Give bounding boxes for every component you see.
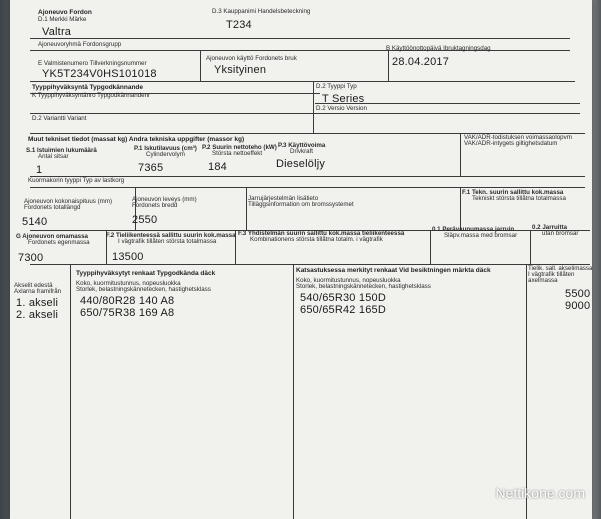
fuel-label-sv: Drivkraft — [290, 148, 314, 155]
rule — [460, 133, 461, 176]
vin-label: E Valmistenumero Tillverkningsnummer — [38, 60, 147, 67]
road-max-mass-label: F.2 Tieliikenteessä sallittu suurin kok.massa — [106, 232, 236, 239]
technical-data-heading: Muut tekniset tiedot (massat kg) Andra tekniska uppgifter (massor kg) — [28, 136, 245, 143]
axle-mass-label-sv2: axelmassa — [528, 277, 558, 284]
rule — [430, 230, 431, 264]
trailer-braked-label-sv: Släpv.massa med bromsar — [444, 232, 518, 239]
axle-1-mass: 5500 — [565, 288, 591, 300]
type-approval-number-label: K Tyyppihyväksyntänro Typgodkännandenr — [32, 92, 151, 99]
fuel-value: Dieselöljy — [276, 158, 326, 170]
axles-label: Akselit edestä — [14, 282, 53, 289]
seats-value: 1 — [36, 164, 43, 176]
type-value: T Series — [322, 93, 365, 105]
displacement-value: 7365 — [138, 162, 164, 174]
section-ajoneuvo-heading: Ajoneuvo Fordon — [38, 9, 92, 16]
axle-2-mass: 9000 — [565, 300, 591, 312]
length-value: 5140 — [22, 216, 48, 228]
trade-name-value: T234 — [226, 19, 252, 31]
curb-weight-label: G Ajoneuvon omamassa — [16, 233, 88, 240]
adr-validity-label: VAK/ADR-todistuksen voimassaolopvm — [464, 134, 572, 141]
rule — [460, 187, 461, 230]
rule — [526, 264, 527, 519]
adr-validity-label-sv: VAK/ADR-intygets giltighetsdatum — [464, 140, 558, 147]
axle-mass-label: Tielik. sall. akselimassa — [528, 265, 593, 272]
rule — [200, 50, 201, 81]
version-label: D.2 Versio Version — [316, 105, 367, 112]
vin-value: YK5T234V0HS101018 — [42, 68, 157, 80]
curb-weight-label-sv: Fordonets egenmassa — [28, 239, 90, 246]
rule — [30, 38, 240, 39]
inspected-tyre-1: 540/65R30 150D — [300, 292, 386, 304]
trade-name-label: D.3 Kauppanimi Handelsbeteckning — [212, 8, 311, 15]
rule — [313, 81, 314, 133]
type-label: D.2 Tyyppi Typ — [316, 83, 357, 90]
inspected-tyres-sub1: Koko, kuormitustunnus, nopeusluokka — [296, 277, 401, 284]
width-value: 2550 — [132, 214, 158, 226]
rule — [530, 230, 531, 264]
power-label: P.2 Suurin nettoteho (kW) — [202, 144, 277, 151]
approved-tyres-sub1: Koko, kuormitustunnus, nopeusluokka — [76, 280, 181, 287]
rule — [70, 264, 71, 519]
displacement-label: P.1 Iskutilavuus (cm³) — [134, 145, 197, 152]
approved-tyres-heading: Tyyppihyväksytyt renkaat Typgodkända däck — [76, 270, 216, 277]
rule — [388, 50, 389, 81]
power-value: 184 — [208, 161, 227, 173]
brake-info-label-sv: Tilläggsinformation om bromssystemet — [248, 201, 354, 208]
axle-1-label: 1. akseli — [16, 297, 59, 309]
road-max-mass-label-sv: I vägtrafik tillåten största totalmassa — [118, 238, 217, 245]
fuel-label: P.3 Käyttövoima — [278, 142, 326, 149]
trailer-unbraked-label-sv: utan bromsar — [542, 230, 579, 237]
rule — [30, 187, 585, 188]
body-type-label: Kuormakorin tyyppi Typ av lastkorg — [28, 177, 125, 184]
watermark: Nettikone.com — [495, 485, 585, 501]
axles-label-sv: Axlarna framifrån — [14, 288, 62, 295]
displacement-label-sv: Cylindervolym — [146, 151, 185, 158]
combination-mass-label: F.3 Yhdistelmän suurin sallittu kok.massa tieliikenteessä — [238, 230, 405, 237]
registration-document — [10, 0, 592, 519]
tech-max-mass-label: F.1 Tekn. suurin sallittu kok.massa — [462, 189, 564, 196]
rule — [210, 38, 570, 39]
inspected-tyres-sub2: Storlek, belastningskännetecken, hastighetsklass — [296, 283, 431, 290]
make-label: D.1 Merkki Märke — [38, 16, 87, 23]
tech-max-mass-label-sv: Tekniskt största tillåtna totalmassa — [472, 195, 566, 202]
approved-tyre-2: 650/75R38 169 A8 — [80, 307, 175, 319]
length-label: Ajoneuvon kokonaispituus (mm) — [24, 198, 113, 205]
power-label-sv: Största nettoeffekt — [212, 150, 263, 157]
variant-label: D.2 Variantti Variant — [32, 115, 87, 122]
curb-weight-value: 7300 — [18, 252, 44, 264]
inspected-tyres-heading: Katsastuksessa merkityt renkaat Vid besiktningen märkta däck — [296, 267, 491, 274]
road-max-mass-value: 13500 — [112, 251, 144, 263]
vehicle-group-label: Ajoneuvoryhmä Fordonsgrupp — [38, 41, 122, 48]
width-label: Ajoneuvon leveys (mm) — [132, 196, 197, 203]
rule — [293, 264, 294, 519]
make-value: Valtra — [42, 26, 72, 38]
width-label-sv: Fordonets bredd — [132, 202, 178, 209]
inspected-tyre-2: 650/65R42 165D — [300, 304, 386, 316]
usage-value: Yksityinen — [214, 64, 267, 76]
rule — [30, 81, 575, 82]
brake-info-label: Jarrujärjestelmän lisätieto — [248, 195, 319, 202]
type-approval-heading: Tyyppihyväksyntä Typgodkännande — [32, 84, 144, 91]
approved-tyres-sub2: Storlek, belastningskännetecken, hastighetsklass — [76, 286, 211, 293]
seats-label-sv: Antal sitsar — [38, 153, 69, 160]
axle-mass-label-sv: I vägtrafik tillåten — [528, 271, 575, 278]
rule — [30, 113, 580, 114]
rule — [30, 264, 590, 265]
combination-mass-label-sv: Kombinationens största tillåtna totalm. i vägtrafik — [250, 236, 383, 243]
usage-label: Ajoneuvon käyttö Fordonets bruk — [206, 55, 297, 62]
length-label-sv: Fordonets totallängd — [24, 204, 81, 211]
registration-date-label: B Käyttöönottopäivä Ibruktagningsdag — [386, 45, 491, 52]
registration-date-value: 28.04.2017 — [392, 56, 450, 68]
axle-2-label: 2. akseli — [16, 309, 59, 321]
trailer-unbraked-label: 0.2 Jarruitta — [532, 224, 568, 231]
seats-label: S.1 Istuimien lukumäärä — [26, 147, 97, 154]
rule — [246, 187, 247, 230]
approved-tyre-1: 440/80R28 140 A8 — [80, 295, 175, 307]
trailer-braked-label: 0.1 Perävaunumassa jarruin — [432, 226, 515, 233]
